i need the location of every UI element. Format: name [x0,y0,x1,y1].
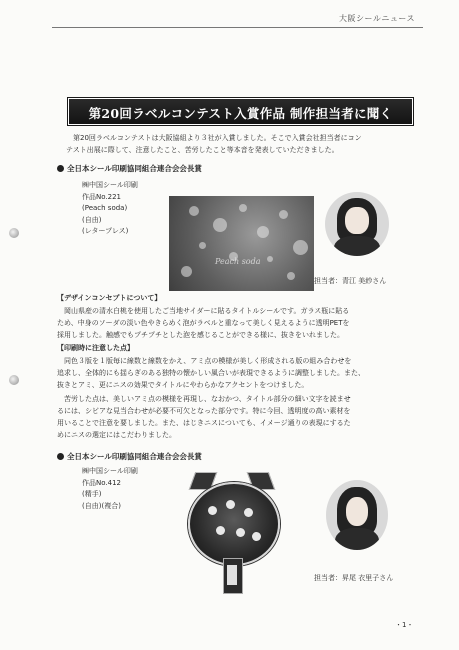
label-artwork-image [169,196,314,291]
page-title: 第20回ラベルコンテスト入賞作品 制作担当者に聞く [88,106,393,121]
paragraph-line: るには、シビアな見当合わせが必要不可欠となった部分です。特に今回、透明度の高い素材を [57,407,351,415]
artwork-text: Peach soda [215,257,261,266]
publication-name: 大阪シールニュース [339,14,415,23]
intro-line: 第20回ラベルコンテストは大阪協組より３社が入賞しました。そこで入賞会社担当者にコン [73,134,362,142]
paragraph-line: 岡山県産の清水白桃を使用したご当地サイダーに貼るタイトルシールです。ガラス瓶に貼る [64,307,350,315]
binder-hole-icon [9,375,19,385]
title-banner [67,97,414,126]
award-heading [57,163,202,174]
header-rule [52,27,423,28]
work-number: 作品No.412 [82,478,121,487]
paragraph-line: 抜きとアミ、更にニスの効果でタイトルにやわらかなアクセントをつけました。 [57,381,309,389]
entry-info [82,180,138,238]
printing-paragraph [57,355,413,391]
person-caption: 担当者：昇尾 衣里子さん [314,574,394,582]
intro-line: テスト出展に際して、注意したこと、苦労したこと等本音を発表していただきました。 [66,145,339,154]
paragraph-line: めにニスの選定にはこだわりました。 [57,431,176,439]
work-number: 作品No.221 [82,192,121,201]
paragraph-line: 苦労した点は、美しいアミ点の模様を再現し、なおかつ、タイトル部分の細い文字を読ませ [64,395,351,403]
award-heading [57,451,202,462]
paragraph-line: ため、中身のソーダの淡い色やきらめく泡がラベルと重なって美しく見えるように透明PETを [57,319,350,327]
person-photo [326,480,388,550]
person-caption: 担当者：青江 美紗さん [314,277,387,285]
work-category: (自由) [82,215,102,224]
label-artwork-image [188,472,276,594]
company-name: ㈱中国シール印刷 [82,467,138,475]
paragraph-line: 採用しました。触感でもプチプチとした泡を感じることができる様に、抜きをいれました。 [57,331,344,339]
work-title: (精手) [82,490,102,498]
section-heading: 【デザインコンセプトについて】 [57,294,162,302]
award-name: 全日本シール印刷協同組合連合会会長賞 [67,452,202,461]
section-heading: 【印刷時に注意した点】 [57,344,134,352]
work-category: (自由)(複合) [82,501,121,510]
binder-hole-icon [9,228,19,238]
company-name: ㈱中国シール印刷 [82,181,138,189]
award-name: 全日本シール印刷協同組合連合会会長賞 [67,164,202,173]
paragraph-line: 同色３版を１版毎に線数と線数をかえ、アミ点の模様が美しく形成される版の組み合わせを [64,357,352,365]
concept-paragraph [57,305,413,341]
page-number: ・1・ [395,621,414,629]
intro-paragraph [66,133,412,156]
bullet-icon [57,453,64,460]
entry-info [82,466,138,512]
bullet-icon [57,165,64,172]
paragraph-line: 用いることで注意を要しました。また、はじきニスについても、イメージ通りの表現にするた [57,419,351,427]
person-photo [325,192,389,256]
work-title: (Peach soda) [82,204,128,212]
difficulty-paragraph [57,393,413,441]
print-method: (レタープレス) [82,227,129,235]
paragraph-line: 追求し、全体的にも揺らぎのある独特の懐かしい風合いが表現できるように調整しました。また、 [57,369,365,377]
